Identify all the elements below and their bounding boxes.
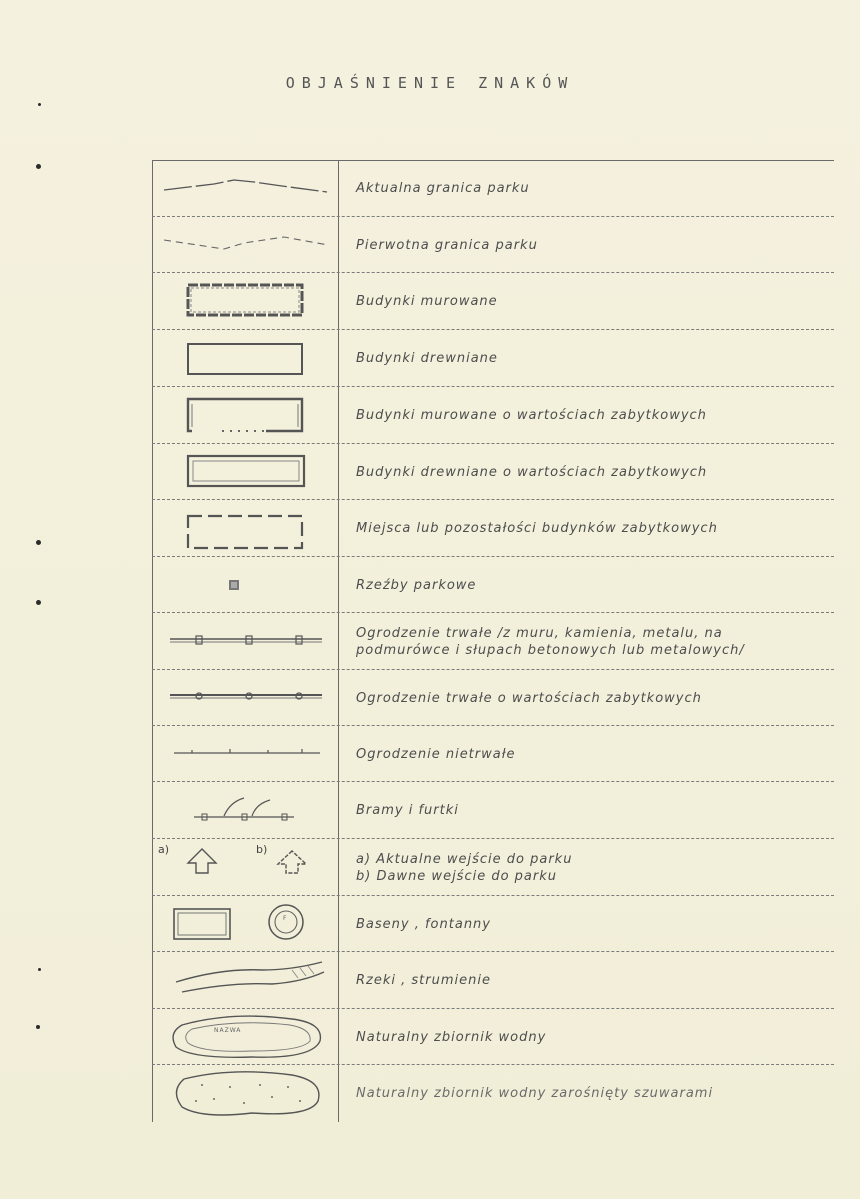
- legend-label: Budynki murowane o wartościach zabytkowych: [356, 408, 707, 423]
- legend-row-building-remains: [152, 500, 834, 557]
- legend-label: Miejsca lub pozostałości budynków zabytkowych: [356, 521, 718, 536]
- legend-label: Ogrodzenie nietrwałe: [356, 746, 516, 762]
- legend-row-original-boundary: [152, 217, 834, 273]
- legend-label: Budynki drewniane: [356, 351, 498, 366]
- legend-table: [152, 160, 834, 1122]
- sculpture-symbol: [152, 557, 338, 613]
- rivers-symbol: [152, 952, 338, 1009]
- legend-row-gates: [152, 782, 834, 839]
- legend-row-wooden-building: [152, 330, 834, 387]
- legend-label: Bramy i furtki: [356, 803, 459, 818]
- legend-row-permanent-fence: [152, 613, 834, 670]
- temporary-fence-symbol: [152, 726, 338, 782]
- historic-wooden-building-symbol: [152, 444, 338, 500]
- legend-label: Pierwotna granica parku: [356, 237, 538, 253]
- legend-row-temporary-fence: [152, 726, 834, 782]
- legend-row-entrances: [152, 839, 834, 896]
- historic-masonry-building-symbol: [152, 387, 338, 444]
- legend-row-masonry-building: [152, 273, 834, 330]
- current-boundary-symbol: [152, 160, 338, 217]
- natural-pond-symbol: [152, 1009, 338, 1065]
- legend-label: Aktualna granica parku: [356, 181, 530, 196]
- masonry-building-symbol: [152, 273, 338, 330]
- entrance-label-a: a): [158, 843, 170, 856]
- current-entrance-arrow-icon: [188, 849, 216, 873]
- legend-row-overgrown-pond: [152, 1065, 834, 1122]
- pools-fountains-symbol: [152, 896, 338, 952]
- legend-label: Ogrodzenie trwałe o wartościach zabytkowych: [356, 690, 702, 706]
- legend-label: Ogrodzenie trwałe /z muru, kamienia, metalu, na podmurówce i słupach betonowych lub metalowych/: [356, 625, 745, 658]
- pond-name-mark: NAZWA: [214, 1027, 242, 1034]
- historic-fence-symbol: [152, 670, 338, 726]
- legend-label-a: a) Aktualne wejście do parku: [356, 851, 573, 867]
- legend-row-historic-masonry-building: [152, 387, 834, 444]
- building-remains-symbol: [152, 500, 338, 557]
- legend-row-sculpture: [152, 557, 834, 613]
- legend-label: Rzeźby parkowe: [356, 577, 477, 593]
- gates-symbol: [152, 782, 338, 839]
- legend-row-natural-pond: [152, 1009, 834, 1065]
- overgrown-pond-symbol: [152, 1065, 338, 1122]
- punch-hole-mark: [36, 164, 41, 169]
- legend-row-historic-wooden-building: [152, 444, 834, 500]
- legend-row-historic-fence: [152, 670, 834, 726]
- wooden-building-symbol: [152, 330, 338, 387]
- permanent-fence-symbol: [152, 613, 338, 670]
- original-boundary-symbol: [152, 217, 338, 273]
- punch-hole-mark: [38, 968, 41, 971]
- legend-row-rivers: [152, 952, 834, 1009]
- legend-label: Naturalny zbiornik wodny zarośnięty szuwarami: [356, 1086, 714, 1101]
- entrance-label-b: b): [256, 843, 268, 856]
- legend-row-pools-fountains: [152, 896, 834, 952]
- legend-label: Budynki drewniane o wartościach zabytkowych: [356, 464, 708, 480]
- punch-hole-mark: [38, 103, 41, 106]
- legend-label: Rzeki , strumienie: [356, 973, 491, 988]
- punch-hole-mark: [36, 540, 41, 545]
- legend-row-current-boundary: [152, 160, 834, 217]
- legend-label-pair: [356, 839, 826, 896]
- legend-label: Budynki murowane: [356, 294, 498, 309]
- page-title: OBJAŚNIENIE ZNAKÓW: [285, 74, 575, 92]
- legend-label: Naturalny zbiornik wodny: [356, 1029, 547, 1045]
- legend-label-b: b) Dawne wejście do parku: [356, 868, 558, 884]
- fountain-mark: F: [283, 915, 288, 922]
- punch-hole-mark: [36, 1025, 40, 1029]
- entrances-symbol: [152, 839, 338, 896]
- legend-label: Baseny , fontanny: [356, 916, 491, 932]
- punch-hole-mark: [36, 600, 41, 605]
- former-entrance-arrow-icon: [278, 851, 306, 873]
